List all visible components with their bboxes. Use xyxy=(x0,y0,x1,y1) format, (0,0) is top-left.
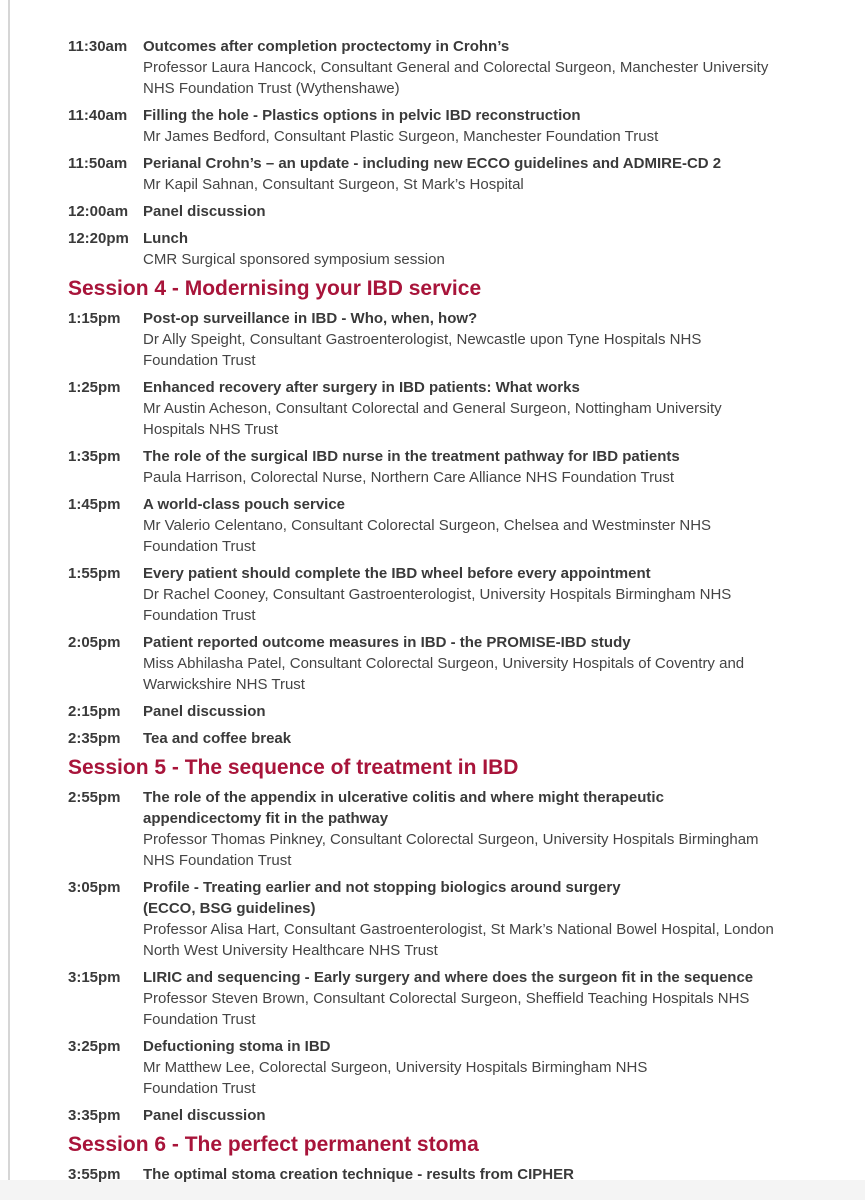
agenda-title-line: (ECCO, BSG guidelines) xyxy=(143,900,316,917)
agenda-title-line: Enhanced recovery after surgery in IBD patients: What works xyxy=(143,379,580,396)
agenda-details xyxy=(143,494,858,557)
agenda-time: 1:35pm xyxy=(68,448,121,465)
agenda-title-line: Panel discussion xyxy=(143,203,266,220)
agenda-speaker xyxy=(143,653,858,695)
agenda-time: 2:55pm xyxy=(68,789,121,806)
agenda-item xyxy=(68,877,858,961)
agenda-title xyxy=(143,877,858,919)
agenda-details xyxy=(143,105,858,147)
agenda-item xyxy=(68,563,858,626)
agenda-item xyxy=(68,632,858,695)
agenda-speaker-line: Foundation Trust xyxy=(143,1080,256,1097)
agenda-time: 11:30am xyxy=(68,38,128,55)
agenda-title-line: Post-op surveillance in IBD - Who, when, how? xyxy=(143,310,478,327)
agenda-speaker xyxy=(143,174,858,195)
agenda-speaker xyxy=(143,126,858,147)
agenda-title-line: The optimal stoma creation technique - results from CIPHER xyxy=(143,1166,574,1183)
agenda-speaker-line: Foundation Trust xyxy=(143,607,256,624)
agenda-item xyxy=(68,967,858,1030)
agenda-item xyxy=(68,36,858,99)
agenda-speaker xyxy=(143,249,858,270)
agenda-title xyxy=(143,201,858,222)
agenda-time: 3:25pm xyxy=(68,1038,121,1055)
agenda-title xyxy=(143,967,858,988)
agenda-speaker-line: Foundation Trust xyxy=(143,352,256,369)
agenda-speaker xyxy=(143,988,858,1030)
agenda-speaker-line: Foundation Trust xyxy=(143,538,256,555)
agenda-speaker-line: Foundation Trust xyxy=(143,1011,256,1028)
agenda-title xyxy=(143,701,858,722)
agenda-details xyxy=(143,1164,858,1185)
agenda-speaker-line: Mr Kapil Sahnan, Consultant Surgeon, St Mark’s Hospital xyxy=(143,176,524,193)
session-heading: Session 6 - The perfect permanent stoma xyxy=(68,1133,479,1156)
agenda-speaker-line: Dr Rachel Cooney, Consultant Gastroenterologist, University Hospitals Birmingham NHS xyxy=(143,586,732,603)
agenda-details xyxy=(143,308,858,371)
agenda-item xyxy=(68,308,858,371)
agenda-speaker-line: Mr Matthew Lee, Colorectal Surgeon, University Hospitals Birmingham NHS xyxy=(143,1059,648,1076)
agenda-details xyxy=(143,201,858,222)
agenda-time: 2:35pm xyxy=(68,730,121,747)
agenda-time: 12:00am xyxy=(68,203,129,220)
agenda-time: 3:55pm xyxy=(68,1166,121,1183)
page-edge-rule xyxy=(8,0,10,1200)
agenda-details xyxy=(143,632,858,695)
agenda-title-line: Every patient should complete the IBD wheel before every appointment xyxy=(143,565,651,582)
agenda-speaker-line: Professor Laura Hancock, Consultant General and Colorectal Surgeon, Manchester University xyxy=(143,59,769,76)
agenda-speaker-line: Professor Thomas Pinkney, Consultant Colorectal Surgeon, University Hospitals Birmingham xyxy=(143,831,759,848)
agenda-time: 12:20pm xyxy=(68,230,129,247)
agenda-details xyxy=(143,228,858,270)
agenda-title-line: Profile - Treating earlier and not stopping biologics around surgery xyxy=(143,879,621,896)
agenda-details xyxy=(143,1105,858,1126)
agenda-title xyxy=(143,494,858,515)
agenda-speaker-line: Dr Ally Speight, Consultant Gastroenterologist, Newcastle upon Tyne Hospitals NHS xyxy=(143,331,702,348)
agenda-item xyxy=(68,1036,858,1099)
agenda-speaker xyxy=(143,467,858,488)
agenda-title-line: Filling the hole - Plastics options in pelvic IBD reconstruction xyxy=(143,107,581,124)
agenda-time: 3:15pm xyxy=(68,969,121,986)
agenda-title-line: LIRIC and sequencing - Early surgery and where does the surgeon fit in the sequence xyxy=(143,969,754,986)
agenda-item xyxy=(68,377,858,440)
agenda-item xyxy=(68,701,858,722)
agenda-title xyxy=(143,1036,858,1057)
agenda-speaker-line: Warwickshire NHS Trust xyxy=(143,676,305,693)
agenda-item xyxy=(68,1164,858,1185)
agenda-title-line: Defuctioning stoma in IBD xyxy=(143,1038,331,1055)
agenda-details xyxy=(143,1036,858,1099)
agenda-time: 3:35pm xyxy=(68,1107,121,1124)
agenda-title xyxy=(143,563,858,584)
agenda-title xyxy=(143,632,858,653)
agenda-item xyxy=(68,494,858,557)
agenda-title xyxy=(143,728,858,749)
agenda-item xyxy=(68,201,858,222)
agenda-item xyxy=(68,728,858,749)
session-heading: Session 4 - Modernising your IBD service xyxy=(68,277,482,300)
programme-list xyxy=(68,36,858,1191)
agenda-details xyxy=(143,728,858,749)
agenda-title xyxy=(143,308,858,329)
agenda-speaker-line: CMR Surgical sponsored symposium session xyxy=(143,251,445,268)
session-heading: Session 5 - The sequence of treatment in IBD xyxy=(68,756,519,779)
agenda-item xyxy=(68,153,858,195)
agenda-details xyxy=(143,563,858,626)
agenda-title-line: Patient reported outcome measures in IBD - the PROMISE-IBD study xyxy=(143,634,631,651)
agenda-speaker-line: NHS Foundation Trust (Wythenshawe) xyxy=(143,80,400,97)
agenda-time: 3:05pm xyxy=(68,879,121,896)
agenda-speaker xyxy=(143,829,858,871)
agenda-time: 11:40am xyxy=(68,107,128,124)
agenda-item xyxy=(68,787,858,871)
agenda-details xyxy=(143,877,858,961)
agenda-speaker-line: North West University Healthcare NHS Trust xyxy=(143,942,438,959)
agenda-item xyxy=(68,446,858,488)
agenda-item xyxy=(68,1105,858,1126)
agenda-time: 1:45pm xyxy=(68,496,121,513)
agenda-title xyxy=(143,787,858,829)
agenda-title xyxy=(143,1164,858,1185)
agenda-title-line: Outcomes after completion proctectomy in Crohn’s xyxy=(143,38,510,55)
agenda-speaker xyxy=(143,1057,858,1099)
agenda-speaker-line: Hospitals NHS Trust xyxy=(143,421,279,438)
agenda-title-line: Lunch xyxy=(143,230,188,247)
agenda-title-line: Panel discussion xyxy=(143,1107,266,1124)
agenda-speaker xyxy=(143,57,858,99)
agenda-speaker xyxy=(143,515,858,557)
agenda-details xyxy=(143,153,858,195)
agenda-time: 2:15pm xyxy=(68,703,121,720)
agenda-title xyxy=(143,377,858,398)
agenda-title-line: The role of the appendix in ulcerative colitis and where might therapeutic xyxy=(143,789,664,806)
agenda-details xyxy=(143,967,858,1030)
agenda-time: 11:50am xyxy=(68,155,128,172)
agenda-title-line: Panel discussion xyxy=(143,703,266,720)
agenda-details xyxy=(143,36,858,99)
agenda-title-line: appendicectomy fit in the pathway xyxy=(143,810,389,827)
agenda-item xyxy=(68,105,858,147)
agenda-speaker xyxy=(143,398,858,440)
agenda-title-line: The role of the surgical IBD nurse in the treatment pathway for IBD patients xyxy=(143,448,680,465)
agenda-speaker xyxy=(143,329,858,371)
agenda-speaker-line: Mr Austin Acheson, Consultant Colorectal and General Surgeon, Nottingham University xyxy=(143,400,722,417)
agenda-speaker-line: NHS Foundation Trust xyxy=(143,852,292,869)
agenda-title-line: Perianal Crohn’s – an update - including new ECCO guidelines and ADMIRE-CD 2 xyxy=(143,155,722,172)
agenda-speaker-line: Paula Harrison, Colorectal Nurse, Northern Care Alliance NHS Foundation Trust xyxy=(143,469,675,486)
agenda-item xyxy=(68,228,858,270)
agenda-details xyxy=(143,377,858,440)
agenda-title xyxy=(143,153,858,174)
agenda-title xyxy=(143,1105,858,1126)
agenda-title-line: A world-class pouch service xyxy=(143,496,346,513)
agenda-title xyxy=(143,105,858,126)
agenda-speaker-line: Miss Abhilasha Patel, Consultant Colorectal Surgeon, University Hospitals of Coventry and xyxy=(143,655,745,672)
agenda-title xyxy=(143,228,858,249)
agenda-speaker-line: Mr James Bedford, Consultant Plastic Surgeon, Manchester Foundation Trust xyxy=(143,128,659,145)
agenda-speaker-line: Professor Alisa Hart, Consultant Gastroenterologist, St Mark’s National Bowel Hospital, London xyxy=(143,921,774,938)
agenda-time: 1:15pm xyxy=(68,310,121,327)
agenda-speaker xyxy=(143,584,858,626)
agenda-details xyxy=(143,701,858,722)
agenda-speaker-line: Professor Steven Brown, Consultant Colorectal Surgeon, Sheffield Teaching Hospitals NHS xyxy=(143,990,750,1007)
agenda-title-line: Tea and coffee break xyxy=(143,730,292,747)
agenda-speaker xyxy=(143,919,858,961)
agenda-speaker-line: Mr Valerio Celentano, Consultant Colorectal Surgeon, Chelsea and Westminster NHS xyxy=(143,517,712,534)
agenda-title xyxy=(143,446,858,467)
agenda-time: 2:05pm xyxy=(68,634,121,651)
agenda-time: 1:25pm xyxy=(68,379,121,396)
agenda-details xyxy=(143,446,858,488)
agenda-details xyxy=(143,787,858,871)
agenda-time: 1:55pm xyxy=(68,565,121,582)
agenda-title xyxy=(143,36,858,57)
